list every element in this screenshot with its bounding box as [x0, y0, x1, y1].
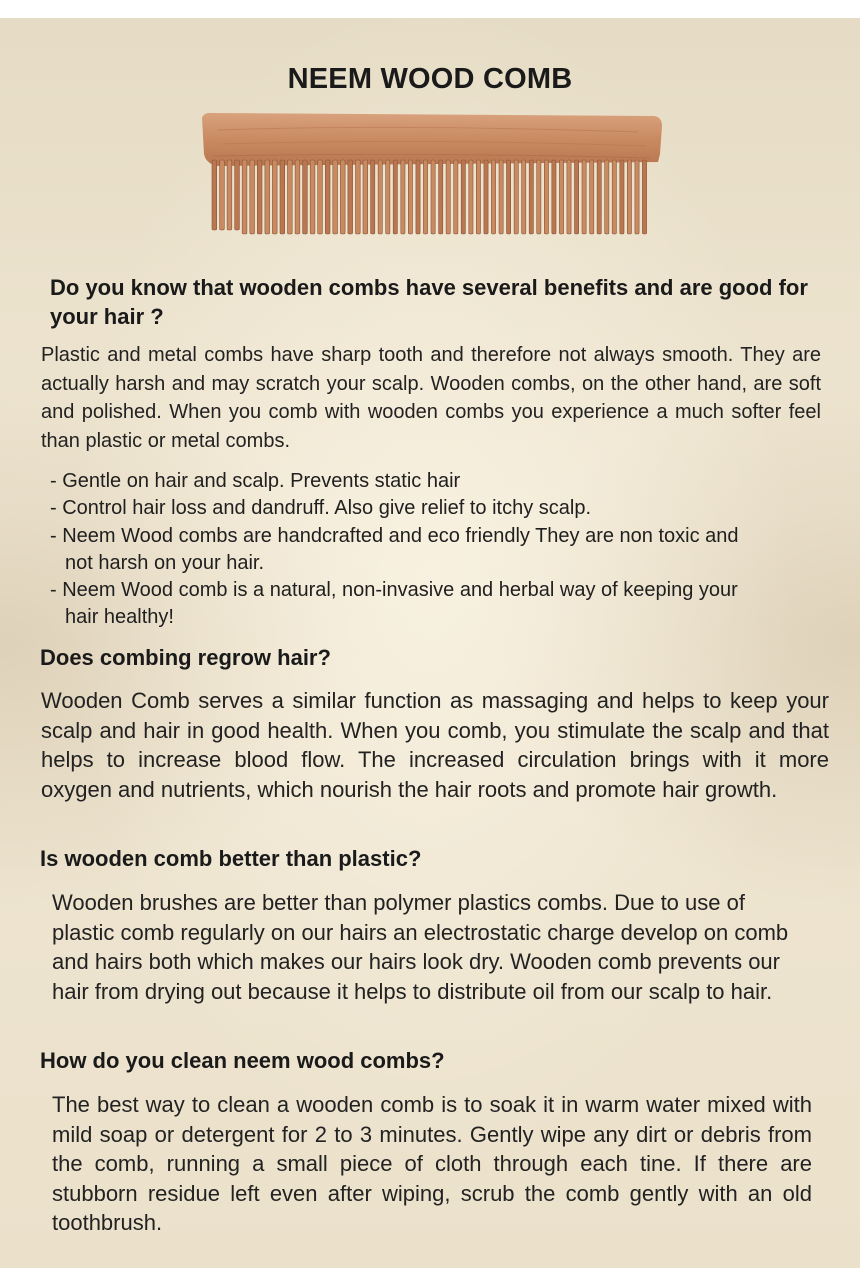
comb-tooth	[582, 160, 586, 234]
list-item: - Gentle on hair and scalp. Prevents static hair	[50, 470, 461, 492]
comb-tooth	[235, 160, 240, 230]
comb-teeth	[212, 160, 647, 234]
comb-tooth	[431, 160, 435, 234]
comb-tooth	[340, 160, 345, 234]
comb-tooth	[612, 160, 616, 234]
comb-tooth	[356, 160, 361, 234]
comb-tooth	[590, 160, 594, 234]
comb-tooth	[333, 160, 338, 234]
comb-tooth	[605, 160, 609, 234]
comb-tooth	[559, 160, 563, 234]
paragraph-cleaning: The best way to clean a wooden comb is to soak it in warm water mixed with mild soap or detergent for 2 to 3 minutes. Gently wipe any dirt or debris from the comb, running a small piece of cloth through each tine. If there are stubborn residue left even after wiping, scrub the comb gently with an old toothbrush.	[52, 1092, 812, 1235]
comb-tooth	[522, 160, 526, 234]
comb-tooth	[227, 160, 232, 230]
comb-tooth	[461, 160, 465, 234]
comb-tooth	[491, 160, 495, 234]
comb-tooth	[318, 160, 323, 234]
neem-wood-comb-image	[198, 110, 664, 240]
question-combing-regrow: Does combing regrow hair?	[40, 645, 331, 670]
comb-tooth	[257, 160, 262, 234]
question-wood-vs-plastic: Is wooden comb better than plastic?	[40, 846, 422, 871]
comb-tooth	[416, 160, 420, 234]
comb-tooth	[250, 160, 255, 234]
comb-tooth	[265, 160, 270, 234]
comb-tooth	[212, 160, 217, 230]
comb-tooth	[325, 160, 330, 234]
comb-tooth	[514, 160, 518, 234]
comb-tooth	[220, 160, 225, 230]
comb-tooth	[567, 160, 571, 234]
list-item: - Control hair loss and dandruff. Also give relief to itchy scalp.	[50, 497, 592, 520]
comb-tooth	[280, 160, 285, 234]
comb-tooth	[454, 160, 458, 234]
comb-tooth	[288, 160, 293, 234]
comb-tooth	[552, 160, 556, 234]
comb-tooth	[446, 160, 450, 234]
comb-tooth	[393, 160, 397, 234]
comb-tooth	[529, 160, 533, 234]
list-item: - Neem Wood combs are handcrafted and eco friendly They are non toxic and not harsh on your hair.	[50, 524, 739, 574]
comb-tooth	[439, 160, 443, 234]
comb-tooth	[371, 160, 375, 234]
paragraph-combing-regrow: Wooden Comb serves a similar function as massaging and helps to keep your scalp and hair in good health. When you comb, you stimulate the scalp and that helps to increase blood flow. The increased circulation brings with it more oxygen and nutrients, which nourish the hair roots and promote hair growth.	[41, 688, 829, 802]
comb-tooth	[642, 160, 646, 234]
page-title: NEEM WOOD COMB	[287, 63, 573, 95]
question-cleaning: How do you clean neem wood combs?	[40, 1048, 445, 1073]
comb-tooth	[363, 160, 368, 234]
comb-tooth	[620, 160, 624, 234]
comb-tooth	[507, 160, 511, 234]
list-item: - Neem Wood comb is a natural, non-invasive and herbal way of keeping your hair healthy!	[50, 579, 738, 629]
benefits-list	[50, 468, 770, 632]
comb-tooth	[408, 160, 412, 234]
comb-tooth	[401, 160, 405, 234]
comb-tooth	[544, 160, 548, 234]
comb-tooth	[303, 160, 308, 234]
comb-tooth	[537, 160, 541, 234]
question-wooden-comb-benefits: Do you know that wooden combs have several benefits and are good for your hair ?	[50, 275, 808, 329]
comb-tooth	[272, 160, 277, 234]
comb-tooth	[242, 160, 247, 234]
comb-tooth	[635, 160, 639, 234]
comb-tooth	[469, 160, 473, 234]
comb-tooth	[386, 160, 390, 234]
comb-tooth	[575, 160, 579, 234]
comb-tooth	[597, 160, 601, 234]
comb-tooth	[627, 160, 631, 234]
comb-tooth	[295, 160, 300, 234]
comb-tooth	[423, 160, 427, 234]
comb-tooth	[476, 160, 480, 234]
parchment-background	[0, 18, 860, 1268]
paragraph-wood-vs-plastic: Wooden brushes are better than polymer plastics combs. Due to use of plastic comb regularly on our hairs an electrostatic charge develop on comb and hairs both which makes our hairs look dry. Wooden comb prevents our hair from drying out because it helps to distribute oil from our scalp to hair.	[52, 890, 789, 1004]
comb-tooth	[310, 160, 315, 234]
comb-tooth	[484, 160, 488, 234]
paragraph-plastic-vs-wood: Plastic and metal combs have sharp tooth and therefore not always smooth. They are actually harsh and may scratch your scalp. Wooden combs, on the other hand, are soft and polished. When you comb with wooden combs you experience a much softer feel than plastic or metal combs.	[41, 344, 821, 452]
comb-tooth	[348, 160, 353, 234]
comb-tooth	[499, 160, 503, 234]
comb-tooth	[378, 160, 382, 234]
